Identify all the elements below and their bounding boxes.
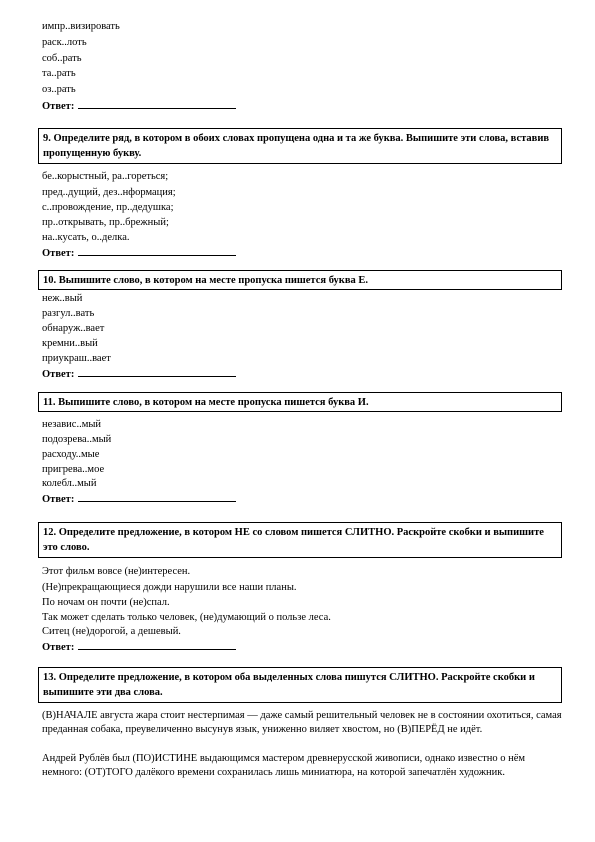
question-9-prompt: 9. Определите ряд, в котором в обоих словах пропущена одна и та же буква. Выпишите эти слова, вставив пропущенную букву. [43,133,550,159]
word-item: та..рать [42,68,76,79]
question-9-box [38,128,562,164]
answer-field[interactable] [78,491,236,502]
answer-label: Ответ: [42,494,75,505]
answer-row [42,491,236,507]
word-item: раск..лоть [42,37,87,48]
option-item: неж..вый [42,293,83,304]
question-13-prompt: 13. Определите предложение, в котором оба выделенных слова пишутся СЛИТНО. Раскройте скобки и выпишите эти два слова. [43,672,535,698]
option-item: обнаруж..вает [42,323,105,334]
option-item: приукраш..вает [42,353,111,364]
sentence-item: (Не)прекращающиеся дожди нарушили все наши планы. [42,582,297,593]
option-item: пред..дущий, дез..нформация; [42,187,176,198]
answer-label: Ответ: [42,101,75,112]
option-item: разгул..вать [42,308,95,319]
word-item: импр..визировать [42,21,120,32]
option-item: расходу..мые [42,449,100,460]
answer-field[interactable] [78,639,236,650]
option-item: бе..корыстный, ра..гореться; [42,171,169,182]
question-12-box [38,522,562,558]
sentence-item: Ситец (не)дорогой, а дешевый. [42,626,181,637]
answer-row [42,366,236,382]
word-item: оз..рать [42,84,76,95]
option-item: независ..мый [42,419,102,430]
option-item: кремни..вый [42,338,98,349]
answer-field[interactable] [78,245,236,256]
option-item: подозрева..мый [42,434,112,445]
sentence-item: Так может сделать только человек, (не)думающий о пользе леса. [42,612,331,623]
option-item: колебл..мый [42,478,97,489]
question-10-box [38,270,562,290]
sentence-item: Этот фильм вовсе (не)интересен. [42,566,191,577]
answer-field[interactable] [78,366,236,377]
sentence-item: По ночам он почти (не)спал. [42,597,170,608]
option-item: пригрева..мое [42,464,105,475]
answer-row [42,98,236,114]
answer-row [42,245,236,261]
answer-field[interactable] [78,98,236,109]
question-13-box [38,667,562,703]
answer-label: Ответ: [42,642,75,653]
option-item: с..провождение, пр..дедушка; [42,202,174,213]
question-11-box [38,392,562,412]
answer-label: Ответ: [42,369,75,380]
option-item: пр..открывать, пр..брежный; [42,217,169,228]
question-12-prompt: 12. Определите предложение, в котором НЕ со словом пишется СЛИТНО. Раскройте скобки и выпишите это слово. [43,527,544,553]
answer-row [42,639,236,655]
text-paragraph-2: Андрей Рублёв был (ПО)ИСТИНЕ выдающимся мастером древнерусской живописи, однако известно о нём немного: (ОТ)ТОГО далёкого времени сохранилась лишь миниатюра, на которой запечатлён художник. [42,753,526,778]
text-paragraph-1: (В)НАЧАЛЕ августа жара стоит нестерпимая — даже самый решительный человек не в состоянии охотиться, самая преданная собака, преувеличенно высунув язык, униженно виляет хвостом, но (В)ПЕРЁД не идёт. [42,710,562,735]
option-item: на..кусать, о..делка. [42,232,130,243]
answer-label: Ответ: [42,248,75,259]
question-10-prompt: 10. Выпишите слово, в котором на месте пропуска пишется буква Е. [43,275,369,286]
question-11-prompt: 11. Выпишите слово, в котором на месте пропуска пишется буква И. [43,397,369,408]
word-item: соб..рать [42,53,82,64]
